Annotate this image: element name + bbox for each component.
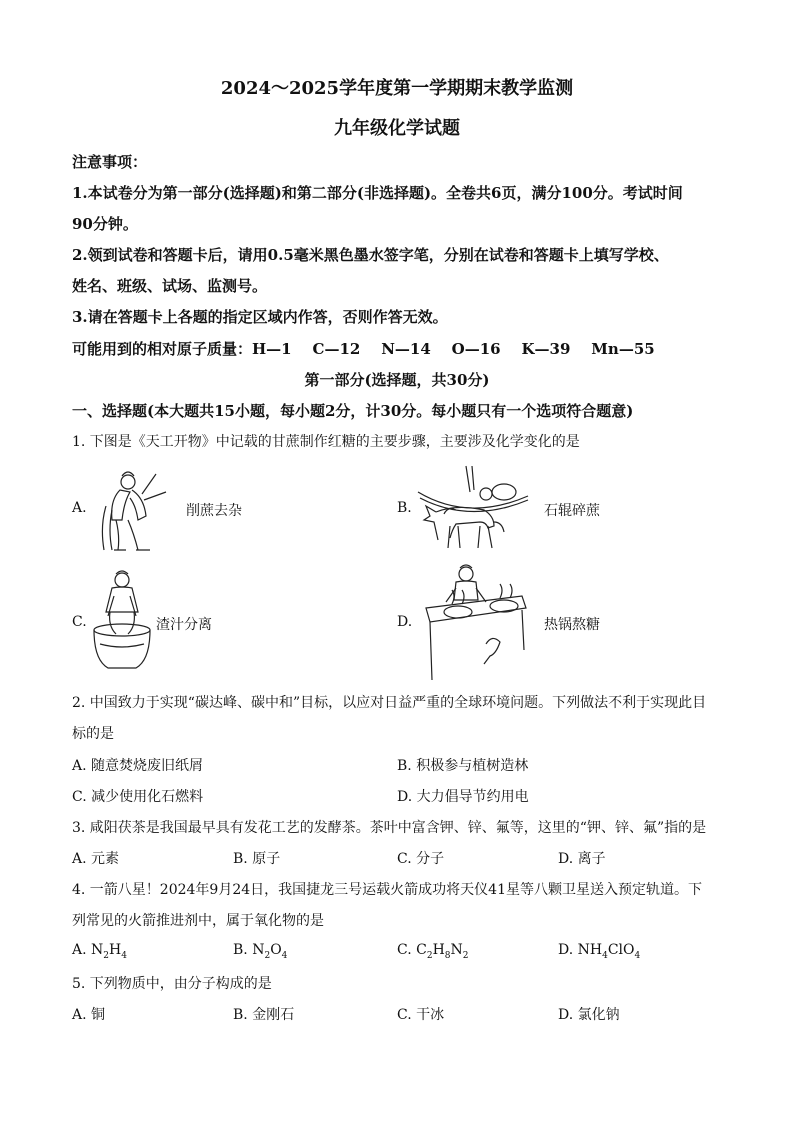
- exam-title: 2024～2025学年度第一学期期末教学监测: [220, 78, 574, 99]
- question-1-stem: 1. 下图是《天工开物》中记载的甘蔗制作红糖的主要步骤，主要涉及化学变化的是: [72, 434, 580, 450]
- atomic-masses: 可能用到的相对原子质量：H—1 C—12 N—14 O—16 K—39 Mn—55: [72, 340, 655, 358]
- q1-option-c-text: 渣汁分离: [156, 617, 212, 633]
- question-2-stem: 2. 中国致力于实现“碳达峰、碳中和”目标，以应对日益严重的全球环境问题。下列做法不利于实现此目: [72, 695, 707, 711]
- part1-title: 第一部分(选择题，共30分): [304, 371, 490, 389]
- q4-option-a: A. $N_2H_4$: [72, 942, 127, 961]
- q5-option-d: D. 氯化钠: [558, 1007, 620, 1023]
- q3-option-b: B. 原子: [233, 851, 281, 867]
- notice-heading: 注意事项：: [72, 153, 148, 171]
- notice-item-2-cont: 姓名、班级、试场、监测号。: [72, 277, 268, 295]
- notice-item-3: 3.请在答题卡上各题的指定区域内作答，否则作答无效。: [72, 308, 448, 326]
- notice-item-2: 2.领到试卷和答题卡后，请用0.5毫米黑色墨水签字笔，分别在试卷和答题卡上填写学校、: [72, 246, 669, 264]
- question-4-stem: 4. 一箭八星！2024年9月24日，我国捷龙三号运载火箭成功将天仪41星等八颗卫星送入预定轨道。下: [72, 882, 702, 898]
- q5-option-c: C. 干冰: [397, 1007, 445, 1023]
- cutting-cane-illustration-icon: [92, 466, 174, 554]
- notice-item-1: 1.本试卷分为第一部分(选择题)和第二部分(非选择题)。全卷共6页，满分100分。考试时间: [72, 184, 683, 202]
- q1-option-b-letter: B.: [397, 500, 412, 516]
- q5-option-b: B. 金刚石: [233, 1007, 295, 1023]
- q1-option-a-letter: A.: [72, 500, 87, 516]
- q4-option-c: C. $C_2H_8N_2$: [397, 942, 469, 961]
- question-2-stem-cont: 标的是: [72, 726, 114, 742]
- boiling-sugar-illustration-icon: [422, 560, 542, 684]
- q3-option-c: C. 分子: [397, 851, 445, 867]
- q2-option-a: A. 随意焚烧废旧纸屑: [72, 758, 204, 774]
- juice-separation-illustration-icon: [90, 566, 154, 672]
- q2-option-d: D. 大力倡导节约用电: [397, 789, 529, 805]
- q1-option-a-text: 削蔗去杂: [186, 503, 242, 519]
- notice-item-1-cont: 90分钟。: [72, 215, 138, 233]
- q1-option-c-letter: C.: [72, 614, 87, 630]
- q1-option-d-text: 热锅熬糖: [544, 617, 600, 633]
- question-3-stem: 3. 咸阳茯茶是我国最早具有发花工艺的发酵茶。茶叶中富含钾、锌、氟等，这里的“钾、锌、氟”指的是: [72, 820, 707, 836]
- question-5-stem: 5. 下列物质中，由分子构成的是: [72, 976, 272, 992]
- q4-option-d: D. $NH_4ClO_4$: [558, 942, 641, 961]
- q2-option-b: B. 积极参与植树造林: [397, 758, 529, 774]
- q3-option-a: A. 元素: [72, 851, 120, 867]
- section-heading: 一、选择题(本大题共15小题，每小题2分，计30分。每小题只有一个选项符合题意): [72, 402, 634, 420]
- exam-subtitle: 九年级化学试题: [334, 118, 460, 139]
- q2-option-c: C. 减少使用化石燃料: [72, 789, 204, 805]
- q4-option-b: B. $N_2O_4$: [233, 942, 288, 961]
- q1-option-b-text: 石辊碎蔗: [544, 503, 600, 519]
- ox-roller-illustration-icon: [414, 462, 532, 556]
- q1-option-d-letter: D.: [397, 614, 413, 630]
- q3-option-d: D. 离子: [558, 851, 606, 867]
- q5-option-a: A. 铜: [72, 1007, 106, 1023]
- question-4-stem-cont: 列常见的火箭推进剂中，属于氧化物的是: [72, 913, 324, 929]
